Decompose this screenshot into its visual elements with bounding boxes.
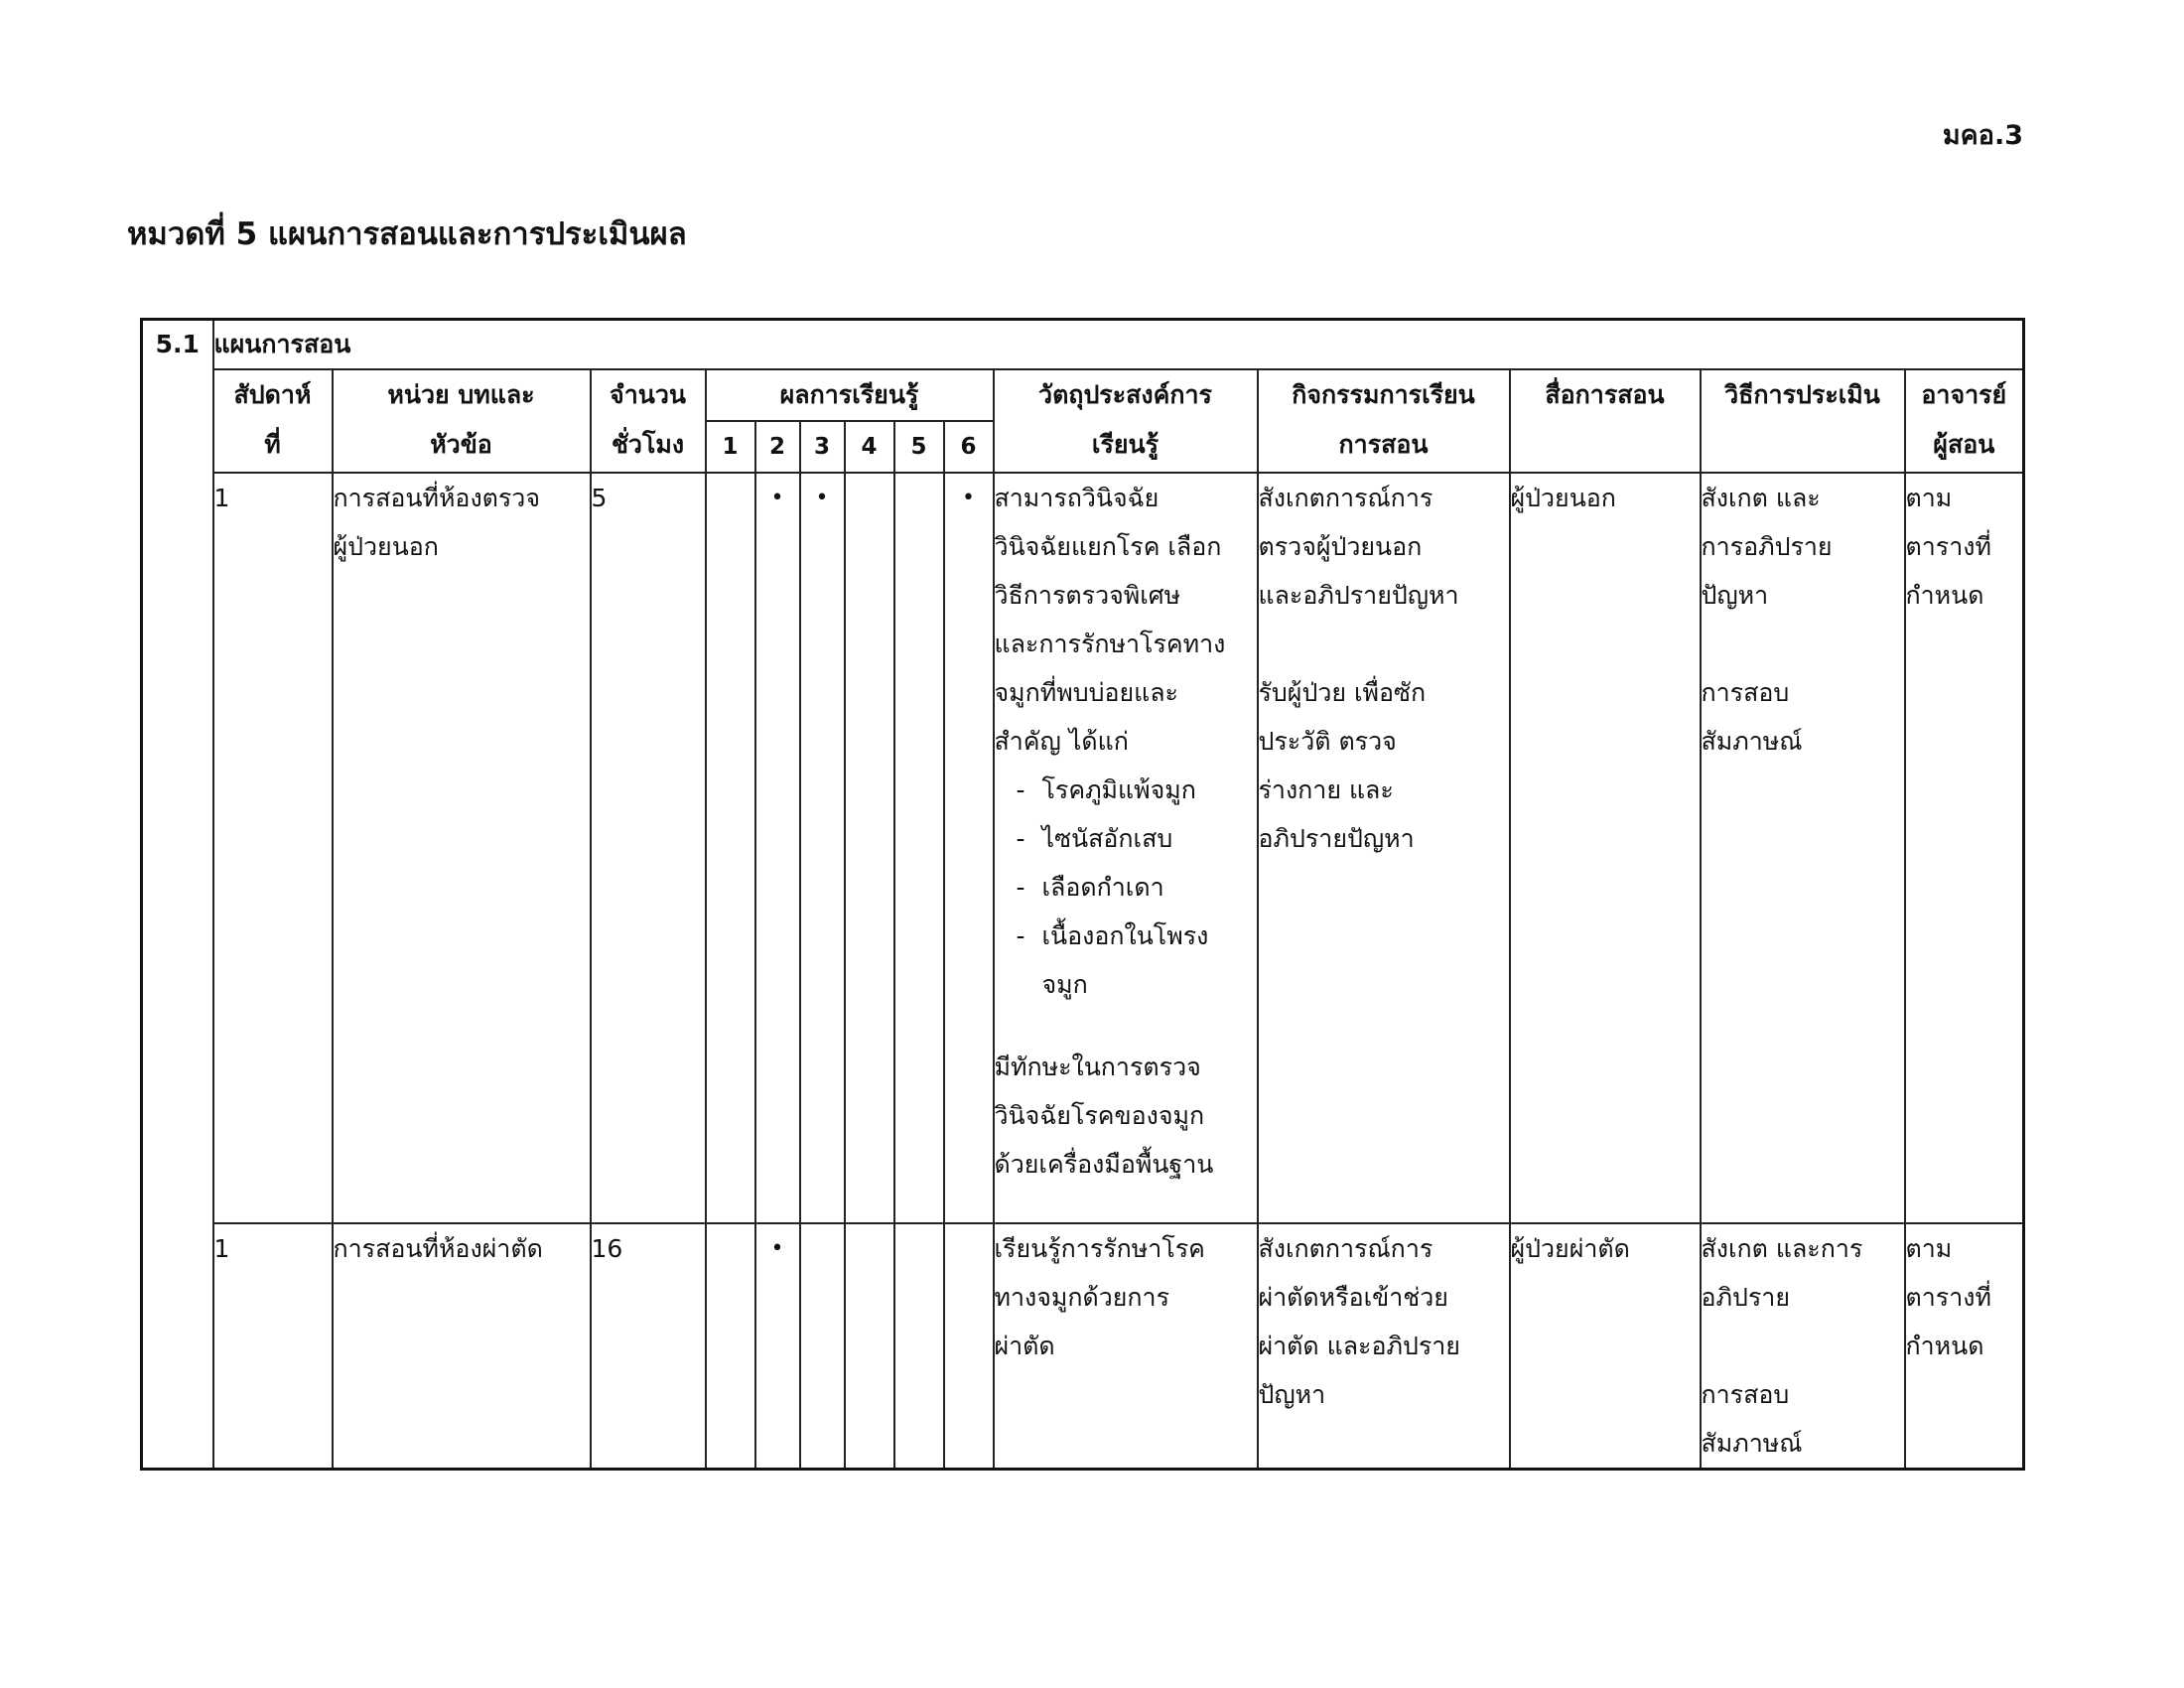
evaluation-cell: สังเกต และการ อภิปราย การสอบ สัมภาษณ์ <box>1701 1223 1905 1470</box>
document-code: มคอ.3 <box>1942 120 2023 151</box>
hours-cell: 5 <box>591 473 706 1223</box>
column-header-row-1 <box>142 369 2024 421</box>
table-row <box>142 473 2024 1223</box>
hours-cell: 16 <box>591 1223 706 1470</box>
outcome-mark <box>845 473 894 1223</box>
header-activity: กิจกรรมการเรียน การสอน <box>1258 369 1510 473</box>
week-cell: 1 <box>213 473 333 1223</box>
outcome-mark: • <box>755 1223 800 1470</box>
list-item: - ไซนัสอักเสบ <box>1016 824 1173 853</box>
header-week: สัปดาห์ ที่ <box>213 369 333 473</box>
outcome-number-4: 4 <box>845 421 894 473</box>
week-cell: 1 <box>213 1223 333 1470</box>
header-evaluation: วิธีการประเมิน <box>1701 369 1905 473</box>
outcome-number-5: 5 <box>894 421 944 473</box>
objective-cell: สามารถวินิจฉัย วินิจฉัยแยกโรค เลือก วิธีการตรวจพิเศษ และการรักษาโรคทาง จมูกที่พบบ่อยและ สำคัญ ได้แก่ - โรคภูมิแพ้จมูก - ไซนัสอักเสบ - เลือดกำเดา - เนื้องอกในโพรง จมูก มีทักษะในการตรวจ วินิจฉัยโรคของจมูก ด้วยเครื่องมือพื้นฐาน <box>994 473 1258 1223</box>
section-number: 5.1 <box>142 320 213 1470</box>
header-media: สื่อการสอน <box>1510 369 1701 473</box>
outcome-number-2: 2 <box>755 421 800 473</box>
outcome-number-1: 1 <box>706 421 755 473</box>
list-item: - โรคภูมิแพ้จมูก <box>1016 775 1196 804</box>
section-header-row <box>142 320 2024 370</box>
outcome-mark <box>894 473 944 1223</box>
teacher-cell: ตาม ตารางที่ กำหนด <box>1905 1223 2024 1470</box>
outcome-number-3: 3 <box>800 421 845 473</box>
outcome-mark: • <box>944 473 994 1223</box>
teacher-cell: ตาม ตารางที่ กำหนด <box>1905 473 2024 1223</box>
unit-cell: การสอนที่ห้องตรวจ ผู้ป่วยนอก <box>333 473 591 1223</box>
outcome-mark <box>944 1223 994 1470</box>
evaluation-cell: สังเกต และ การอภิปราย ปัญหา การสอบ สัมภาษณ์ <box>1701 473 1905 1223</box>
outcome-mark <box>706 473 755 1223</box>
table-row <box>142 1223 2024 1470</box>
unit-cell: การสอนที่ห้องผ่าตัด <box>333 1223 591 1470</box>
media-cell: ผู้ป่วยผ่าตัด <box>1510 1223 1701 1470</box>
list-item: - เลือดกำเดา <box>1016 873 1164 902</box>
objective-cell: เรียนรู้การรักษาโรค ทางจมูกด้วยการ ผ่าตัด <box>994 1223 1258 1470</box>
media-cell: ผู้ป่วยนอก <box>1510 473 1701 1223</box>
header-unit: หน่วย บทและ หัวข้อ <box>333 369 591 473</box>
activity-cell: สังเกตการณ์การ ตรวจผู้ป่วยนอก และอภิปรายปัญหา รับผู้ป่วย เพื่อซัก ประวัติ ตรวจ ร่างกาย และ อภิปรายปัญหา <box>1258 473 1510 1223</box>
outcome-mark <box>845 1223 894 1470</box>
outcome-mark <box>800 1223 845 1470</box>
header-teacher: อาจารย์ ผู้สอน <box>1905 369 2024 473</box>
outcome-mark <box>894 1223 944 1470</box>
section-title: หมวดที่ 5 แผนการสอนและการประเมินผล <box>127 216 687 252</box>
outcome-number-6: 6 <box>944 421 994 473</box>
section-label: แผนการสอน <box>213 320 2024 370</box>
outcome-mark: • <box>755 473 800 1223</box>
header-hours: จำนวน ชั่วโมง <box>591 369 706 473</box>
list-item: - เนื้องอกในโพรง <box>1016 921 1209 950</box>
outcome-mark <box>706 1223 755 1470</box>
activity-cell: สังเกตการณ์การ ผ่าตัดหรือเข้าช่วย ผ่าตัด และอภิปราย ปัญหา <box>1258 1223 1510 1470</box>
outcome-mark: • <box>800 473 845 1223</box>
header-objective: วัตถุประสงค์การ เรียนรู้ <box>994 369 1258 473</box>
header-outcomes: ผลการเรียนรู้ <box>706 369 994 421</box>
teaching-plan-table <box>140 318 2025 1471</box>
